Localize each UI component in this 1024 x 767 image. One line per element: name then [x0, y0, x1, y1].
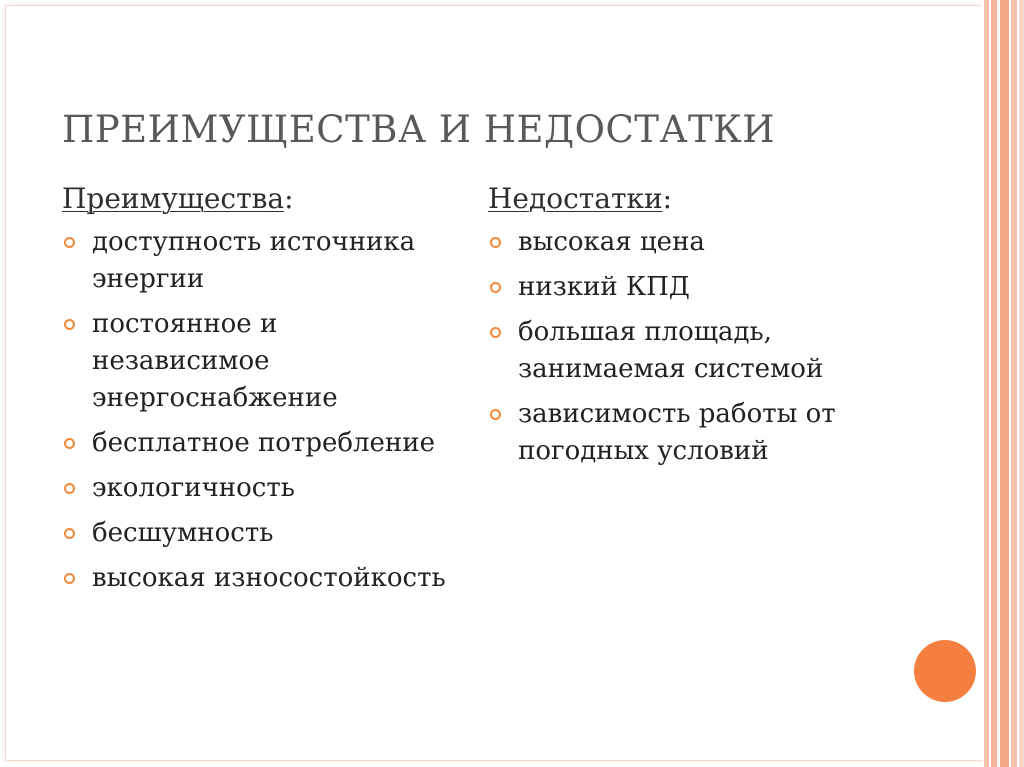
advantages-column — [62, 180, 462, 605]
ring-bullet-icon — [64, 438, 75, 449]
advantages-heading — [62, 180, 462, 218]
list-item — [488, 396, 908, 470]
advantages-heading-colon: : — [284, 182, 294, 215]
list-item-text: постоянное и независимое энергоснабжение — [92, 309, 338, 413]
ring-bullet-icon — [64, 573, 75, 584]
list-item — [488, 314, 908, 388]
list-item — [488, 224, 908, 261]
orange-circle-icon — [914, 640, 976, 702]
list-item — [62, 470, 462, 507]
list-item — [488, 269, 908, 306]
list-item-text: доступность источника энергии — [92, 227, 416, 294]
list-item-text: высокая цена — [518, 227, 705, 257]
list-item — [62, 306, 462, 417]
ring-bullet-icon — [64, 483, 75, 494]
decorative-stripes — [982, 0, 1024, 767]
list-item — [62, 425, 462, 462]
ring-bullet-icon — [490, 282, 501, 293]
disadvantages-list — [488, 224, 908, 470]
list-item — [62, 560, 462, 597]
disadvantages-heading — [488, 180, 908, 218]
disadvantages-column — [488, 180, 908, 478]
list-item-text: экологичность — [92, 473, 295, 503]
list-item — [62, 224, 462, 298]
ring-bullet-icon — [64, 528, 75, 539]
ring-bullet-icon — [64, 237, 75, 248]
disadvantages-heading-text: Недостатки — [488, 182, 663, 215]
disadvantages-heading-colon: : — [662, 182, 673, 215]
list-item-text: низкий КПД — [518, 272, 690, 302]
list-item-text: высокая износостойкость — [92, 563, 446, 593]
list-item — [62, 515, 462, 552]
advantages-list — [62, 224, 462, 597]
list-item-text: бесшумность — [92, 518, 274, 548]
ring-bullet-icon — [490, 409, 501, 420]
ring-bullet-icon — [64, 319, 75, 330]
page-title: ПРЕИМУЩЕСТВА И НЕДОСТАТКИ — [62, 108, 776, 151]
list-item-text: зависимость работы от погодных условий — [518, 399, 836, 466]
list-item-text: бесплатное потребление — [92, 428, 435, 458]
advantages-heading-text: Преимущества — [62, 182, 285, 215]
ring-bullet-icon — [490, 327, 501, 338]
ring-bullet-icon — [490, 237, 501, 248]
list-item-text: большая площадь, занимаемая системой — [518, 317, 824, 384]
